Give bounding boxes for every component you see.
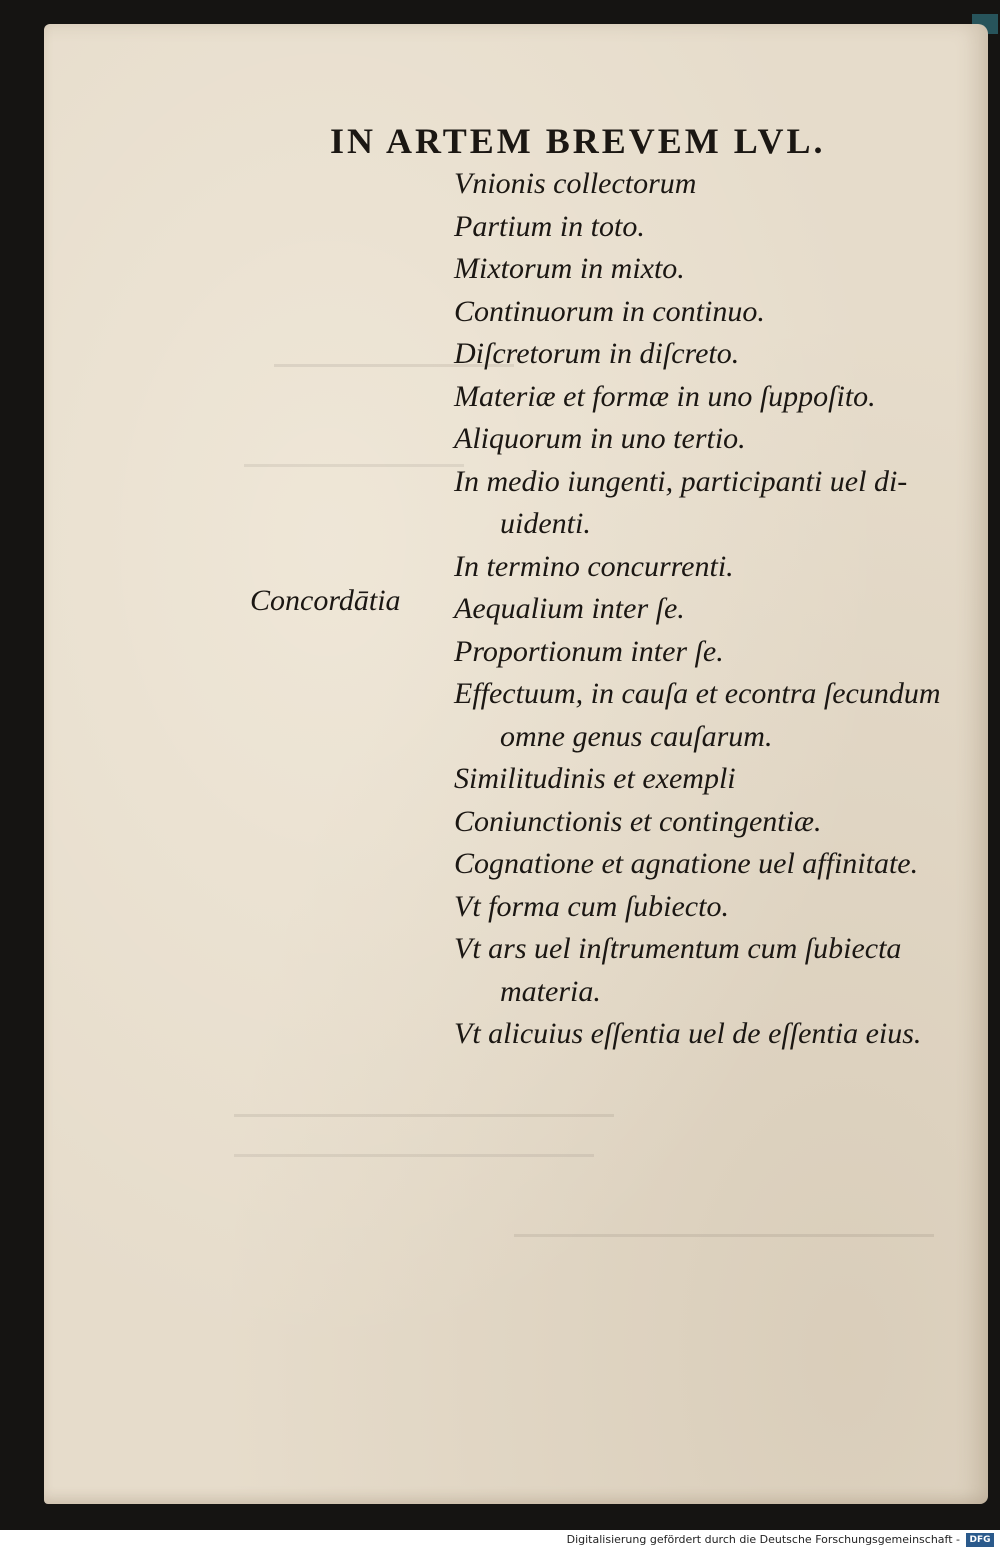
entry-line: Effectuum, in cauſa et econtra ſecundum [454, 677, 941, 710]
dfg-logo: DFG [966, 1533, 994, 1547]
entry-line: Coniunctionis et contingentiæ. [454, 804, 822, 838]
entry-line: Diſcretorum in diſcreto. [454, 337, 740, 370]
show-through-mark [514, 1234, 934, 1239]
entry-line: Partium in toto. [454, 209, 645, 243]
show-through-mark [234, 1154, 594, 1159]
show-through-mark [234, 1114, 614, 1119]
entry-line: Vt alicuius eſſentia uel de eſſentia eius. [454, 1017, 922, 1050]
show-through-mark [244, 464, 464, 469]
entry-line: Mixtorum in mixto. [454, 252, 685, 285]
entry-line: Proportionum inter ſe. [454, 634, 724, 668]
entry-line: Cognatione et agnatione uel affinitate. [454, 847, 919, 880]
entry-line: In medio iungenti, participanti uel di- [454, 464, 908, 498]
entry-line: In termino concurrenti. [454, 549, 734, 583]
footer-credit: Digitalisierung gefördert durch die Deutsche Forschungsgemeinschaft - [566, 1533, 960, 1546]
entry-line: Aliquorum in uno tertio. [454, 422, 746, 455]
entry-line: Aequalium inter ſe. [454, 592, 685, 625]
entry-line: Similitudinis et exempli [454, 762, 736, 795]
entry-line: uidenti. [500, 507, 591, 540]
entry-line: Vt forma cum ſubiecto. [454, 889, 729, 923]
side-label: Concordātia [250, 584, 401, 617]
entry-list [454, 163, 964, 1056]
entry-line: omne genus cauſarum. [500, 719, 773, 753]
footer-bar [0, 1530, 1000, 1551]
running-title: IN ARTEM BREVEM LVL. [330, 121, 826, 161]
entry-line: Vt ars uel inſtrumentum cum ſubiecta [454, 932, 902, 965]
entry-line: materia. [500, 974, 601, 1008]
entry-line: Materiæ et formæ in uno ſuppoſito. [454, 379, 876, 413]
entry-line: Continuorum in continuo. [454, 294, 765, 328]
entry-line: Vnionis collectorum [454, 167, 697, 200]
